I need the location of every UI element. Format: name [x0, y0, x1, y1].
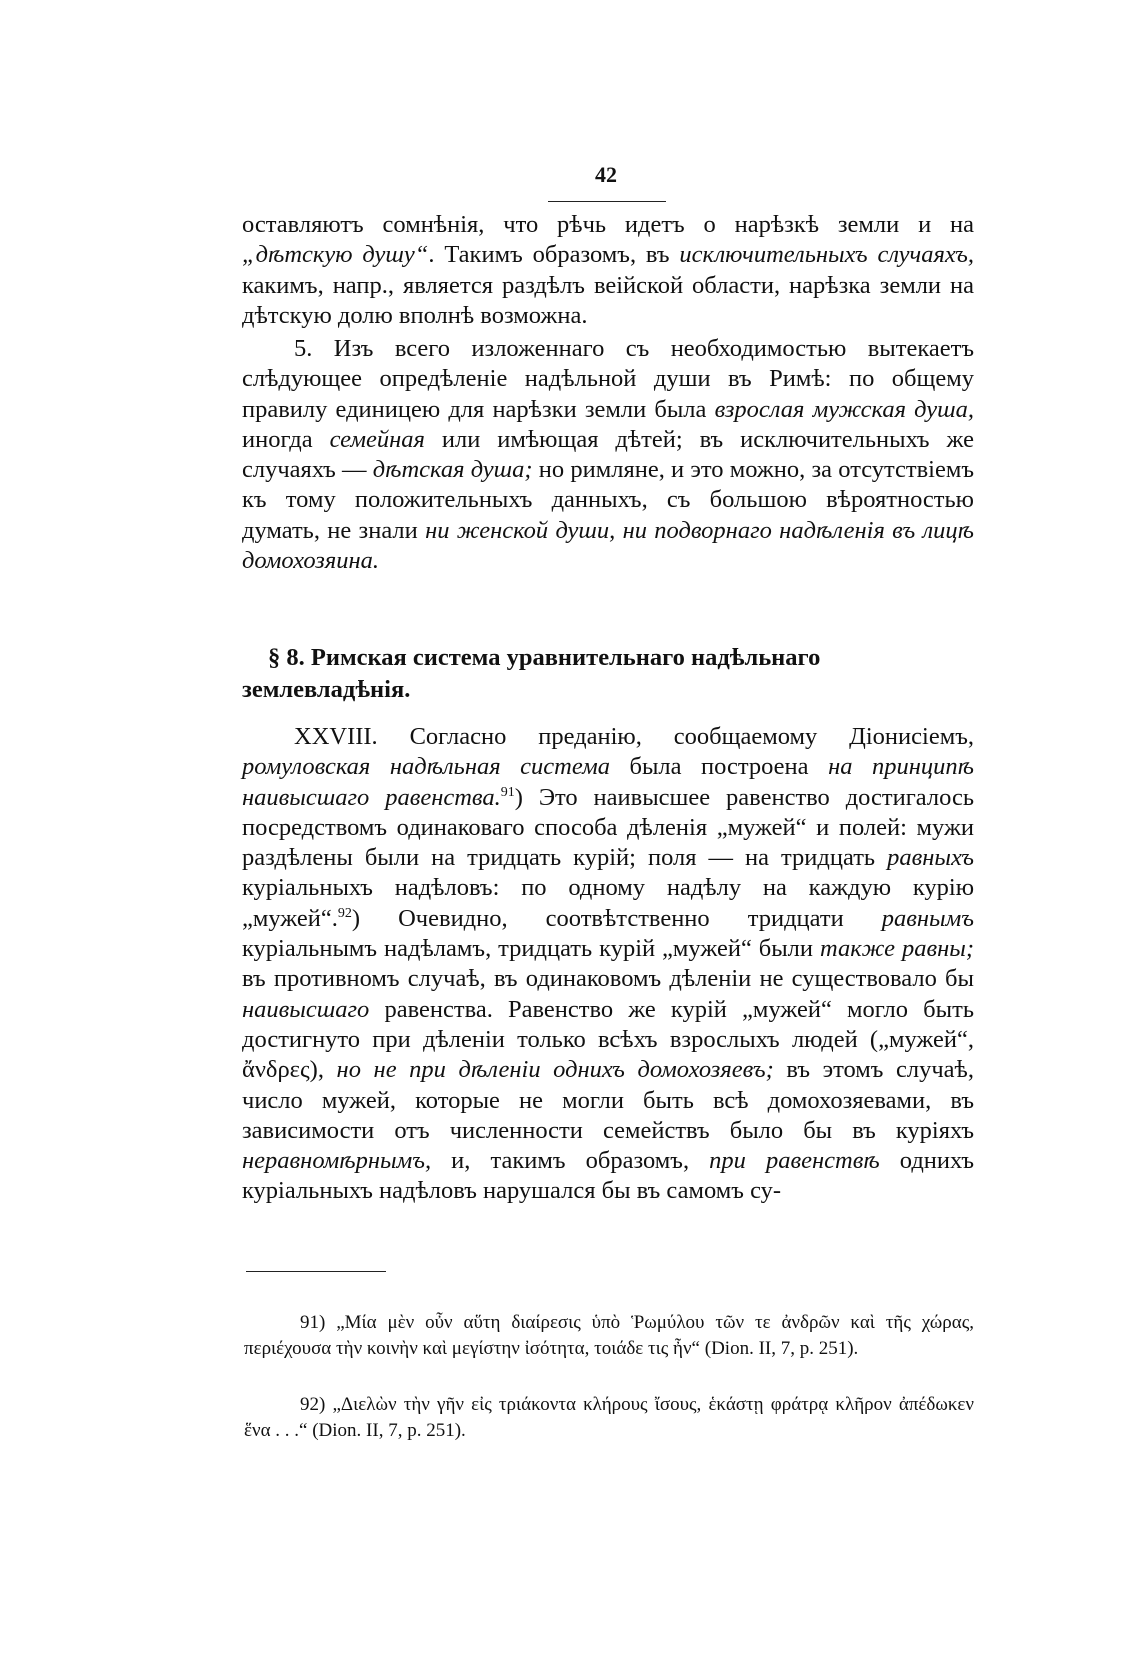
footnote-separator: [246, 1271, 386, 1272]
section-title: Римская система уравнительнаго надѣльнаго землевладѣнія.: [242, 644, 821, 703]
paragraph-5: 5. Изъ всего изложеннаго съ необходимостью вытекаетъ слѣдующее опредѣленіе надѣльной души въ Римѣ: по общему правилу единицею для нарѣзки земли была взрослая мужская душа, иногда семейная или имѣющая дѣтей; въ исключительныхъ же случаяхъ — дѣтская душа; но римляне, и это можно, за отсутствіемъ къ тому положительныхъ данныхъ, съ большою вѣроятностью думать, не знали ни женской души, ни подворнаго надѣленія въ лицѣ домохозяина.: [242, 335, 975, 575]
paragraph-xxviii: XXVIII. Согласно преданію, сообщаемому Діонисіемъ, ромуловская надѣльная система была построена на принципѣ наивысшаго равенства.$^{91}$) Это наивысшее равенство достигалось посредствомъ одинаковаго способа дѣленія „мужей“ и полей: мужи раздѣлены были на тридцать курій; поля — на тридцать равныхъ куріальныхъ надѣловъ: по одному надѣлу на каждую курію „мужей“.$^{92}$) Очевидно, соотвѣтственно тридцати равнымъ куріальнымъ надѣламъ, тридцать курій „мужей“ были также равны; въ противномъ случаѣ, въ одинаковомъ дѣленіи не существовало бы наивысшаго равенства. Равенство же курій „мужей“ могло быть достигнуто при дѣленіи только всѣхъ взрослыхъ людей („мужей“, ἄνδρες), но не при дѣленіи однихъ домохозяевъ; въ этомъ случаѣ, число мужей, которые не могли быть всѣ домохозяевами, въ зависимости отъ численности семействъ было бы въ куріяхъ неравномѣрнымъ, и, такимъ образомъ, при равенствѣ однихъ куріальныхъ надѣловъ нарушался бы въ самомъ су-: [242, 723, 974, 1205]
footnote-ref-92: 92: [337, 905, 352, 921]
page-number: 42: [595, 162, 617, 187]
footnote-92: 92) „Διελὼν τὴν γῆν εἰς τριάκοντα κλήρους ἴσους, ἑκάστῃ φράτρᾳ κλῆρον ἀπέδωκεν ἕνα . . .“ (Dion. II, 7, p. 251).: [244, 1394, 974, 1441]
footnote-91: 91) „Μία μὲν οὖν αὕτη διαίρεσις ὑπὸ Ῥωμύλου τῶν τε ἀνδρῶν καὶ τῆς χώρας, περιέχουσα τὴν κοινὴν καὶ μεγίστην ἰσότητα, τοιάδε τις ἦν“ (Dion. II, 7, p. 251).: [244, 1312, 974, 1359]
paragraph-continuation: оставляютъ сомнѣнія, что рѣчь идетъ о нарѣзкѣ земли и на „дѣтскую душу“. Такимъ образомъ, въ исключительныхъ случаяхъ, какимъ, напр., является раздѣлъ веійской области, нарѣзка земли на дѣтскую долю вполнѣ возможна.: [242, 211, 974, 329]
section-heading: [242, 642, 974, 706]
section-number: § 8.: [268, 644, 305, 671]
page-number-rule: [548, 201, 666, 202]
footnote-ref-91: 91: [500, 784, 515, 800]
